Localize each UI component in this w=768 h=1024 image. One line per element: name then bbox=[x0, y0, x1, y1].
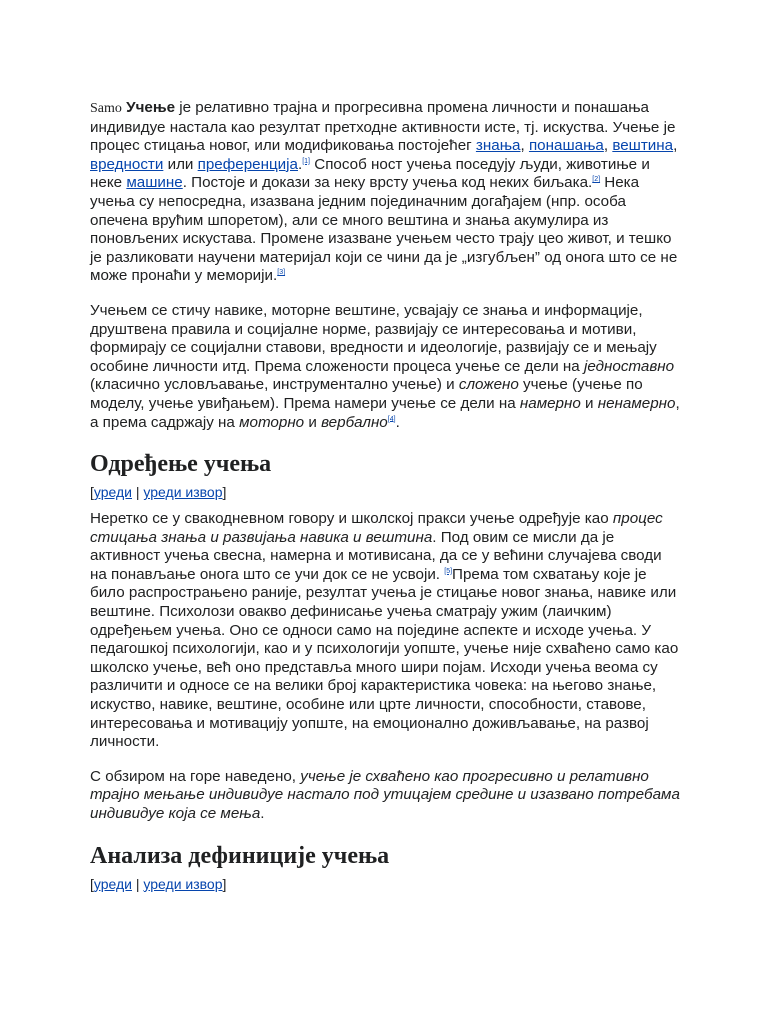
italic-jednostavno: једноставно bbox=[583, 357, 675, 375]
reference-1[interactable]: [1] bbox=[302, 157, 311, 165]
link-vrednosti[interactable]: вредности bbox=[90, 155, 164, 173]
section-heading-odredjenje: Одређење учења bbox=[90, 451, 272, 478]
edit-link[interactable]: уреди bbox=[93, 484, 132, 501]
edit-source-link-2[interactable]: уреди извор bbox=[143, 875, 223, 892]
definition-paragraph: Неретко се у свакодневном говору и школској пракси учење одређује као процес стицања знања и развијања навика и вештина. Под овим се мисли да је активност учења свесна, намерна и мотивисана, да се у већини случајева своди на понављање онога што се учи док се не усвоји. [5]Према том схватању које је било распрострањено раније, резултат учења је стицање новог знања, навике или вештине. Психолози овакво дефинисање учења сматрају ужим (лаичким) одређењем учења. Оно се односи само на поједине аспекте и исходе учења. У педагошкој психологији, као и у психологији уопште, учење није схваћено само као школско учење, већ оно представља много шири појам. Исходи учења веома су различити и односе се на велики број карактеристика човека: на његово знање, искуство, навике, вештине, особине или црте личности, способности, ставове, интересовања и мотивацију уопште, на емоционално доживљавање, на развој личности. bbox=[90, 510, 679, 751]
link-preferencija[interactable]: преференција bbox=[197, 155, 298, 173]
italic-slozeno: сложено bbox=[458, 376, 519, 394]
italic-motorno: моторно bbox=[239, 413, 305, 431]
italic-nenamerno: ненамерно bbox=[597, 394, 676, 412]
reference-3[interactable]: [3] bbox=[277, 269, 286, 277]
edit-link-2[interactable]: уреди bbox=[93, 875, 132, 892]
italic-conclusion: учење је схваћено као прогресивно и релативно трајно мењање индивидуе настало под утицајем средине и изазвано потребама индивидуе која се мења bbox=[90, 767, 680, 822]
edit-source-link[interactable]: уреди извор bbox=[143, 484, 223, 501]
intro-paragraph: Samo Учење је релативно трајна и прогресивна промена личности и понашања индивидуе настала као резултат претходне активности исте, тј. искуства. Учење је процес стицања новог, или модификовања постојећег знања, понашања, вештина, вредности или преференција.[1] Способ ност учења поседују људи, животиње и неке машине. Постоје и докази за неку врсту учења код неких биљака.[2] Нека учења су непосредна, изазвана једним појединачним догађајем (нпр. особа опечена врућим шпоретом), али се много вештина и знања акумулира из поновљених искустава. Промене изазване учењем често трају цео живот, и тешко је разликовати научени материјал који се чини да је „изгубљен” од онога што се не може пронаћи у меморији.[3] bbox=[90, 99, 678, 285]
link-ponasanja[interactable]: понашања bbox=[528, 137, 604, 155]
italic-definition: процес стицања знања и развијања навика и вештина bbox=[90, 510, 663, 546]
edit-links-2: [уреди | уреди извор] bbox=[90, 875, 227, 892]
reference-4[interactable]: [4] bbox=[387, 415, 396, 423]
reference-5[interactable]: [5] bbox=[444, 567, 453, 575]
link-vestina[interactable]: вештина bbox=[612, 137, 674, 155]
section-heading-analiza: Анализа дефиниције учења bbox=[90, 842, 390, 869]
article-content bbox=[90, 99, 682, 893]
italic-namerno: намерно bbox=[519, 394, 581, 412]
link-znanja[interactable]: знања bbox=[475, 137, 521, 155]
conclusion-paragraph: С обзиром на горе наведено, учење је схваћено као прогресивно и релативно трајно мењање индивидуе настало под утицајем средине и изазвано потребама индивидуе која се мења. bbox=[90, 767, 680, 822]
link-masine[interactable]: машине bbox=[126, 174, 183, 192]
reference-2[interactable]: [2] bbox=[592, 176, 601, 184]
habits-paragraph: Учењем се стичу навике, моторне вештине, усвајају се знања и информације, друштвена правила и социјалне норме, развијају се интересовања и мотиви, формирају се социјални ставови, вредности и идеологије, развијају се и мењају особине личности итд. Према сложености процеса учење се дели на једноставно (класично условљавање, инструментално учење) и сложено учење (учење по моделу, учење увиђањем). Према намери учење се дели на намерно и ненамерно, а према садржају на моторно и вербално[4]. bbox=[90, 301, 680, 431]
samo-label: Samo bbox=[90, 101, 122, 116]
edit-links: [уреди | уреди извор] bbox=[90, 484, 227, 501]
italic-verbalno: вербално bbox=[321, 413, 388, 431]
term-bold: Учење bbox=[126, 99, 176, 116]
